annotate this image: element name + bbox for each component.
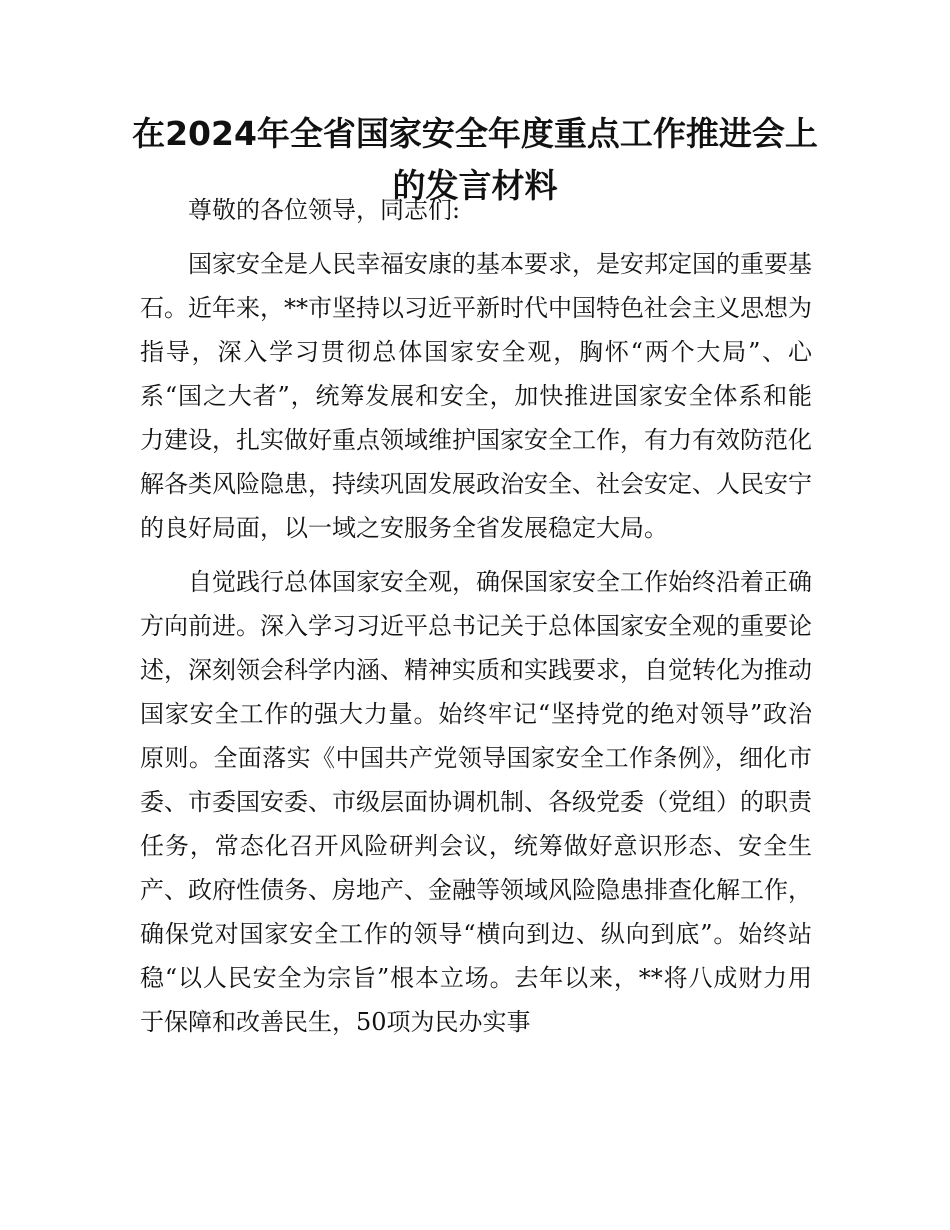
greeting: 尊敬的各位领导，同志们:: [188, 196, 461, 224]
document-body: [140, 188, 812, 1044]
paragraph-1: 国家安全是人民幸福安康的基本要求，是安邦定国的重要基石。近年来，**市坚持以习近平新时代中国特色社会主义思想为指导，深入学习贯彻总体国家安全观，胸怀“两个大局”、心系“国之大者”，统筹发展和安全，加快推进国家安全体系和能力建设，扎实做好重点领域维护国家安全工作，有力有效防范化解各类风险隐患，持续巩固发展政治安全、社会安定、人民安宁的良好局面，以一域之安服务全省发展稳定大局。: [140, 250, 812, 542]
paragraph-2: 自觉践行总体国家安全观，确保国家安全工作始终沿着正确方向前进。深入学习习近平总书记关于总体国家安全观的重要论述，深刻领会科学内涵、精神实质和实践要求，自觉转化为推动国家安全工作的强大力量。始终牢记“坚持党的绝对领导”政治原则。全面落实《中国共产党领导国家安全工作条例》，细化市委、市委国安委、市级层面协调机制、各级党委（党组）的职责任务，常态化召开风险研判会议，统筹做好意识形态、安全生产、政府性债务、房地产、金融等领域风险隐患排查化解工作，确保党对国家安全工作的领导“横向到边、纵向到底”。始终站稳“以人民安全为宗旨”根本立场。去年以来，**将八成财力用于保障和改善民生，50项为民办实事: [140, 568, 812, 1036]
document-title: 在2024年全省国家安全年度重点工作推进会上的发言材料: [132, 114, 818, 205]
